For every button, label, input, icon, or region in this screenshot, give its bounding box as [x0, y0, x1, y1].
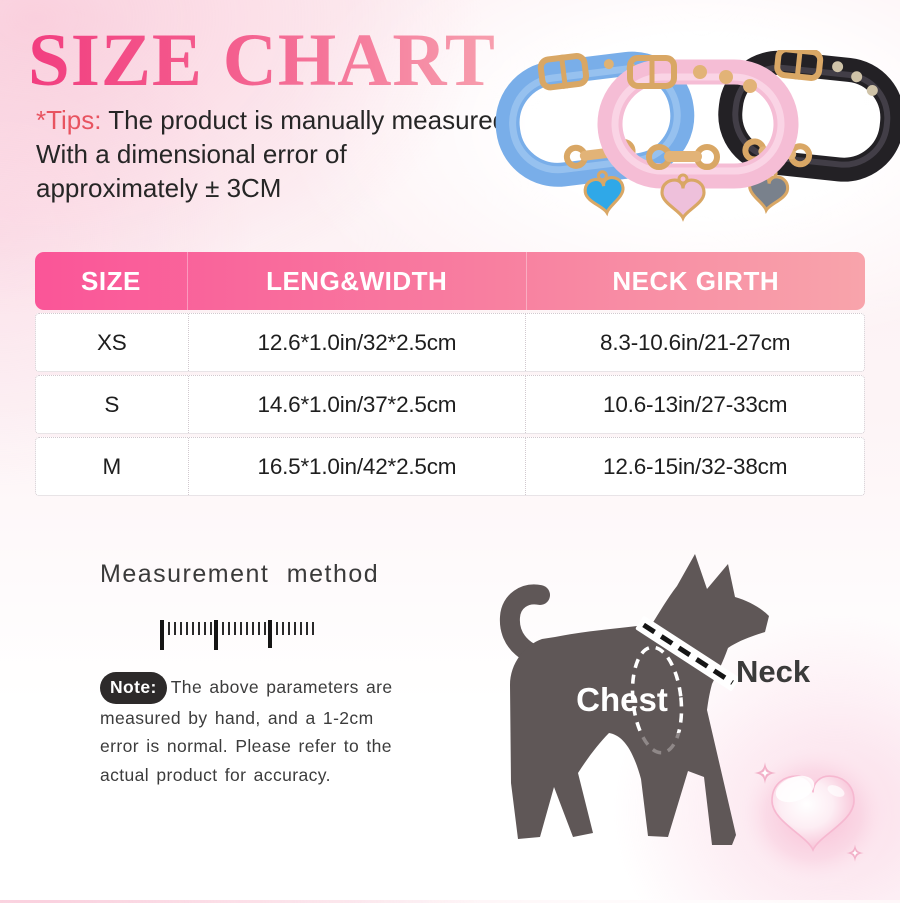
- pink-heart-pendant-icon: [662, 180, 704, 218]
- length-width-value: 16.5*1.0in/42*2.5cm: [188, 438, 526, 495]
- collar-product-photo: [478, 50, 900, 235]
- neck-girth-value: 10.6-13in/27-33cm: [525, 376, 864, 433]
- heart-graphic: [723, 733, 900, 903]
- length-width-value: 14.6*1.0in/37*2.5cm: [188, 376, 526, 433]
- table-row: [35, 375, 865, 434]
- header-length-width: LENG&WIDTH: [187, 252, 526, 310]
- header-size: SIZE: [81, 265, 141, 296]
- ruler-icon: [160, 620, 325, 652]
- length-width-value: 12.6*1.0in/32*2.5cm: [188, 314, 526, 371]
- note-badge: Note:: [100, 672, 167, 704]
- chest-label: Chest: [576, 681, 668, 718]
- blue-heart-pendant-icon: [584, 176, 626, 215]
- ruler-ticks: [162, 622, 318, 635]
- page-title: SIZE CHART: [28, 19, 496, 102]
- measurement-method-heading: Measurement method: [100, 560, 380, 588]
- table-row: [35, 437, 865, 496]
- neck-girth-value: 8.3-10.6in/21-27cm: [525, 314, 864, 371]
- tips-line-1: The product is manually measured: [108, 105, 508, 135]
- table-row: [35, 313, 865, 372]
- size-table-header: [35, 252, 865, 310]
- note-text: [100, 672, 412, 789]
- size-value: S: [104, 391, 120, 417]
- size-value: M: [102, 453, 122, 479]
- header-neck-girth: NECK GIRTH: [526, 252, 865, 310]
- note-body: The above parameters are measured by hand, and a 1-2cm error is normal. Please refer to the actual product for accuracy.: [100, 677, 393, 785]
- size-table: [35, 252, 865, 496]
- neck-girth-value: 12.6-15in/32-38cm: [525, 438, 864, 495]
- tips-label: *Tips:: [36, 105, 102, 135]
- tips-line-2: With a dimensional error of: [36, 138, 347, 169]
- tips-text: [36, 104, 516, 205]
- neck-label: Neck: [736, 654, 811, 689]
- size-value: XS: [96, 329, 127, 355]
- tips-line-3: approximately ± 3CM: [36, 172, 282, 203]
